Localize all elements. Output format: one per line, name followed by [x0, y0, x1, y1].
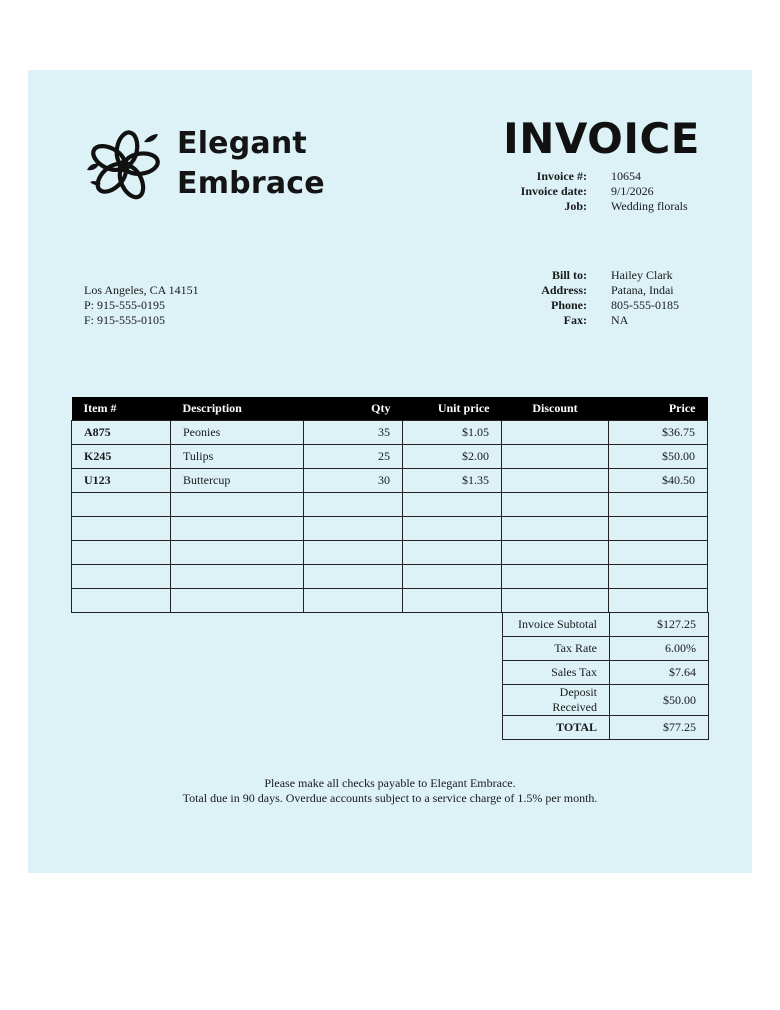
table-header-row: [72, 397, 708, 421]
flower-icon: [84, 130, 168, 202]
cell-description: Buttercup: [171, 469, 304, 493]
company-name: [177, 124, 325, 204]
cell-unit-price: $2.00: [403, 445, 502, 469]
cell-price: $50.00: [609, 445, 708, 469]
cell-description: [171, 589, 304, 613]
totals-value: $50.00: [610, 685, 709, 716]
cell-price: [609, 493, 708, 517]
invoice-title: INVOICE: [503, 114, 700, 163]
column-header-item: Item #: [72, 397, 171, 421]
bill-to-row-phone: [492, 298, 679, 313]
bill-to-value: NA: [611, 313, 629, 327]
cell-unit-price: [403, 493, 502, 517]
cell-description: Peonies: [171, 421, 304, 445]
totals-value: $77.25: [610, 716, 709, 740]
table-row: [72, 469, 708, 493]
bill-to-row-address: [492, 283, 679, 298]
cell-unit-price: [403, 565, 502, 589]
totals-label: Tax Rate: [503, 637, 610, 661]
cell-discount: [502, 469, 609, 493]
payment-terms-line2: Total due in 90 days. Overdue accounts subject to a service charge of 1.5% per month.: [182, 791, 598, 805]
cell-description: [171, 565, 304, 589]
meta-label: Invoice #:: [536, 169, 587, 183]
meta-row-invoice-number: [492, 169, 688, 184]
bill-to-value: Patana, Indai: [611, 283, 674, 297]
totals-row-sales-tax: [503, 661, 709, 685]
table-row: [72, 493, 708, 517]
company-phone: P: 915-555-0195: [84, 298, 165, 312]
cell-item: [72, 493, 171, 517]
payment-terms-line1: Please make all checks payable to Elegant Embrace.: [264, 776, 516, 790]
meta-label: Invoice date:: [520, 184, 587, 198]
line-items-table: [71, 397, 708, 613]
cell-unit-price: [403, 517, 502, 541]
column-header-qty: Qty: [304, 397, 403, 421]
cell-description: [171, 541, 304, 565]
cell-description: Tulips: [171, 445, 304, 469]
totals-row-deposit: [503, 685, 709, 716]
bill-to-label: Address:: [541, 283, 587, 297]
totals-row-subtotal: [503, 613, 709, 637]
meta-row-job: [492, 199, 688, 214]
totals-table: [502, 612, 709, 740]
table-row: [72, 589, 708, 613]
totals-value: $7.64: [610, 661, 709, 685]
totals-label: Deposit Received: [503, 685, 610, 716]
bill-to-value: Hailey Clark: [611, 268, 673, 282]
cell-qty: [304, 517, 403, 541]
meta-label: Job:: [564, 199, 587, 213]
cell-discount: [502, 421, 609, 445]
bill-to-label: Bill to:: [552, 268, 587, 282]
bill-to-row-name: [492, 268, 679, 283]
cell-unit-price: [403, 589, 502, 613]
cell-qty: [304, 541, 403, 565]
cell-discount: [502, 541, 609, 565]
cell-price: [609, 541, 708, 565]
meta-value: Wedding florals: [611, 199, 688, 213]
cell-qty: [304, 565, 403, 589]
cell-qty: [304, 493, 403, 517]
table-row: [72, 445, 708, 469]
cell-unit-price: $1.05: [403, 421, 502, 445]
company-fax: F: 915-555-0105: [84, 313, 165, 327]
cell-price: $40.50: [609, 469, 708, 493]
meta-value: 9/1/2026: [611, 184, 654, 198]
table-row: [72, 541, 708, 565]
cell-item: K245: [72, 445, 171, 469]
invoice-meta: [492, 169, 688, 214]
totals-value: 6.00%: [610, 637, 709, 661]
cell-price: [609, 565, 708, 589]
cell-price: [609, 517, 708, 541]
cell-description: [171, 493, 304, 517]
cell-discount: [502, 589, 609, 613]
table-row: [72, 421, 708, 445]
column-header-price: Price: [609, 397, 708, 421]
bill-to-block: [492, 268, 679, 328]
company-name-line2: Embrace: [177, 166, 325, 201]
totals-label: TOTAL: [503, 716, 610, 740]
cell-qty: 30: [304, 469, 403, 493]
cell-qty: 25: [304, 445, 403, 469]
payment-terms: [28, 776, 752, 806]
cell-item: [72, 541, 171, 565]
column-header-discount: Discount: [502, 397, 609, 421]
cell-price: $36.75: [609, 421, 708, 445]
cell-discount: [502, 493, 609, 517]
cell-unit-price: $1.35: [403, 469, 502, 493]
bill-to-row-fax: [492, 313, 679, 328]
cell-item: [72, 565, 171, 589]
cell-discount: [502, 517, 609, 541]
cell-unit-price: [403, 541, 502, 565]
bill-to-value: 805-555-0185: [611, 298, 679, 312]
table-row: [72, 517, 708, 541]
cell-description: [171, 517, 304, 541]
bill-to-label: Phone:: [551, 298, 587, 312]
totals-row-tax-rate: [503, 637, 709, 661]
bill-to-label: Fax:: [563, 313, 587, 327]
totals-label: Invoice Subtotal: [503, 613, 610, 637]
cell-discount: [502, 445, 609, 469]
cell-qty: 35: [304, 421, 403, 445]
cell-discount: [502, 565, 609, 589]
table-row: [72, 565, 708, 589]
meta-value: 10654: [611, 169, 641, 183]
company-name-line1: Elegant: [177, 126, 307, 161]
column-header-unit-price: Unit price: [403, 397, 502, 421]
column-header-description: Description: [171, 397, 304, 421]
cell-price: [609, 589, 708, 613]
totals-value: $127.25: [610, 613, 709, 637]
cell-item: [72, 517, 171, 541]
totals-label: Sales Tax: [503, 661, 610, 685]
cell-item: [72, 589, 171, 613]
cell-qty: [304, 589, 403, 613]
cell-item: U123: [72, 469, 171, 493]
cell-item: A875: [72, 421, 171, 445]
totals-row-total: [503, 716, 709, 740]
company-address-block: [84, 283, 199, 328]
company-address: Los Angeles, CA 14151: [84, 283, 199, 297]
meta-row-invoice-date: [492, 184, 688, 199]
